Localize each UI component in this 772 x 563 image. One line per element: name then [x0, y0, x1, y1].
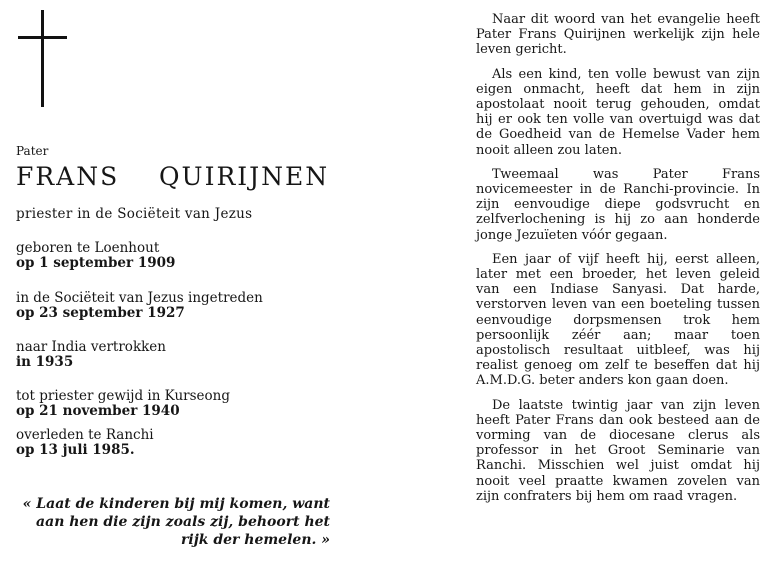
event-ordination	[16, 389, 230, 419]
cross-vertical-bar	[41, 10, 44, 107]
event-label: tot priester gewijd in Kurseong	[16, 388, 231, 404]
event-date: op 23 september 1927	[16, 305, 185, 321]
order-subtitle: priester in de Sociëteit van Jezus	[16, 206, 253, 222]
event-label: overleden te Ranchi	[16, 427, 154, 443]
scripture-quote: « Laat de kinderen bij mij komen, want aan hen die zijn zoals zij, behoort het rijk der hemelen. »	[22, 496, 330, 548]
paragraph: De laatste twintig jaar van zijn leven heeft Pater Frans dan ook besteed aan de vorming van de diocesane clerus als professor in het Groot Seminarie van Ranchi. Misschien wel juist omdat hij nooit veel praatte kwamen zovelen van zijn confraters bij hem om raad vragen.	[476, 397, 760, 504]
event-date: op 1 september 1909	[16, 255, 176, 271]
paragraph: Een jaar of vijf heeft hij, eerst alleen, later met een broeder, het leven geleid van een Indiase Sanyasi. Dat harde, verstorven leven van een boeteling tussen eenvoudige dorpsmensen trok hem persoonlijk zéér aan; maar toen apostolisch resultaat uitbleef, was hij realist genoeg om zelf te beseffen dat hij A.M.D.G. beter anders kon gaan doen.	[476, 251, 760, 389]
event-death	[16, 428, 154, 458]
event-date: op 13 juli 1985.	[16, 442, 135, 458]
event-label: in de Sociëteit van Jezus ingetreden	[16, 290, 263, 306]
religious-title: Pater	[16, 144, 49, 158]
deceased-name: FRANS QUIRIJNEN	[16, 162, 330, 191]
event-label: naar India vertrokken	[16, 339, 166, 355]
event-label: geboren te Loenhout	[16, 240, 160, 256]
paragraph: Als een kind, ten volle bewust van zijn eigen onmacht, heeft dat hem in zijn apostolaat nooit terug gehouden, omdat hij er ook ten volle van overtuigd was dat de Goedheid van de Hemelse Vader hem nooit alleen zou laten.	[476, 66, 760, 158]
event-date: in 1935	[16, 354, 74, 370]
event-birth	[16, 241, 175, 271]
event-departure	[16, 340, 166, 370]
paragraph: Naar dit woord van het evangelie heeft Pater Frans Quirijnen werkelijk zijn hele leven gericht.	[476, 12, 760, 58]
event-date: op 21 november 1940	[16, 403, 180, 419]
paragraph: Tweemaal was Pater Frans novicemeester in de Ranchi-provincie. In zijn eenvoudige diepe godsvrucht en zelfverlochening is hij zo aan honderde jonge Jezuïeten vóór gegaan.	[476, 166, 760, 243]
right-column	[476, 12, 760, 513]
event-entry	[16, 291, 263, 321]
cross-horizontal-bar	[18, 36, 67, 39]
